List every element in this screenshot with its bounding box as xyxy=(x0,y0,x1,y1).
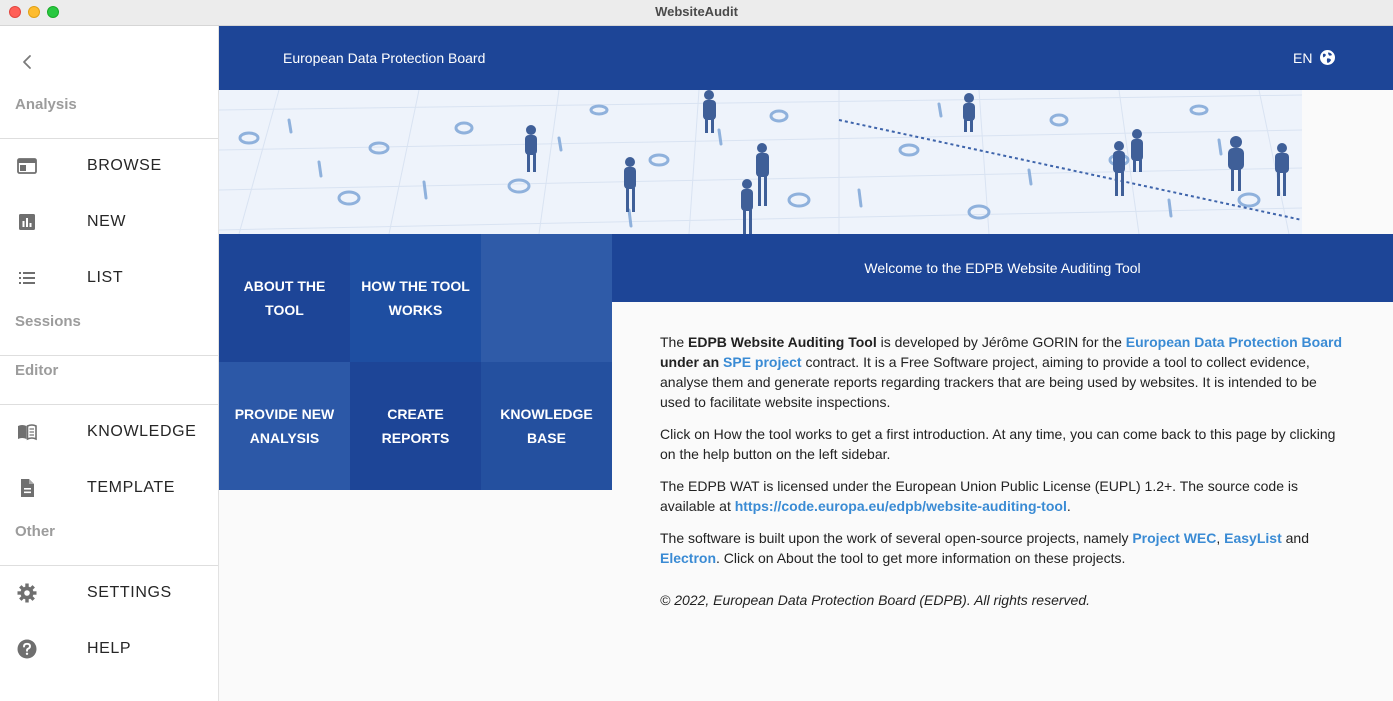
divider xyxy=(0,138,218,139)
text: , xyxy=(1216,530,1225,546)
electron-link[interactable]: Electron xyxy=(660,550,717,566)
chevron-left-icon xyxy=(17,50,37,74)
sidebar xyxy=(0,26,219,701)
sidebar-item-label: LIST xyxy=(87,269,124,286)
section-label-other: Other xyxy=(15,523,56,540)
sidebar-item-label: NEW xyxy=(87,213,127,230)
list-icon xyxy=(16,267,38,289)
intro-paragraph xyxy=(660,332,1350,412)
easylist-link[interactable]: EasyList xyxy=(1224,530,1282,546)
divider xyxy=(0,355,218,356)
spe-project-link[interactable]: SPE project xyxy=(723,354,802,370)
globe-icon[interactable] xyxy=(1319,49,1336,66)
project-wec-link[interactable]: Project WEC xyxy=(1132,530,1217,546)
sidebar-item-label: SETTINGS xyxy=(87,584,172,601)
tile-how-the-tool-works[interactable]: HOW THE TOOL WORKS xyxy=(350,234,481,362)
browser-window-icon xyxy=(16,155,38,177)
language-selector[interactable]: EN xyxy=(1293,50,1313,66)
main-content xyxy=(219,26,1393,701)
navigation-tiles xyxy=(219,234,612,490)
section-label-sessions: Sessions xyxy=(15,313,81,330)
text: The software is built upon the work of several open-source projects, namely xyxy=(660,530,1133,546)
sidebar-item-label: KNOWLEDGE xyxy=(87,423,197,440)
sidebar-item-list[interactable] xyxy=(0,255,218,303)
tile-about-the-tool[interactable]: ABOUT THE TOOL xyxy=(219,234,350,362)
sidebar-item-knowledge[interactable] xyxy=(0,409,218,457)
app-header xyxy=(219,26,1393,90)
edpb-link[interactable]: European Data Protection Board xyxy=(1125,334,1343,350)
tile-empty xyxy=(481,234,612,362)
sidebar-item-template[interactable] xyxy=(0,465,218,513)
window-titlebar xyxy=(0,0,1393,26)
help-paragraph: Click on How the tool works to get a first introduction. At any time, you can come back to this page by clicking on the help button on the left sidebar. xyxy=(660,426,1336,462)
tile-provide-new-analysis[interactable]: PROVIDE NEW ANALYSIS xyxy=(219,362,350,490)
divider xyxy=(0,404,218,405)
help-icon xyxy=(16,638,38,660)
window-title: WebsiteAudit xyxy=(655,4,738,19)
section-label-editor: Editor xyxy=(15,362,59,379)
tile-create-reports[interactable]: CREATE REPORTS xyxy=(350,362,481,490)
credits-paragraph xyxy=(660,528,1350,568)
text: contract. It is a Free Software project, aiming to provide a tool to collect evidence, analyse them and generate reports regarding trackers that are being used by websites. It is intended to be used to facilitate website inspections. xyxy=(660,354,1317,410)
gear-icon xyxy=(16,582,38,604)
binary-crowd-illustration xyxy=(219,90,1302,234)
sidebar-item-settings[interactable] xyxy=(0,570,218,618)
license-paragraph xyxy=(660,476,1350,516)
bar-chart-icon xyxy=(16,211,38,233)
back-button[interactable] xyxy=(17,50,37,74)
source-code-link[interactable]: https://code.europa.eu/edpb/website-auditing-tool xyxy=(734,498,1067,514)
sidebar-item-label: HELP xyxy=(87,640,132,657)
sidebar-item-label: BROWSE xyxy=(87,157,162,174)
sidebar-item-label: TEMPLATE xyxy=(87,479,176,496)
organization-title: European Data Protection Board xyxy=(283,50,486,66)
divider xyxy=(0,565,218,566)
copyright-notice: © 2022, European Data Protection Board (EDPB). All rights reserved. xyxy=(660,592,1091,608)
document-icon xyxy=(16,477,38,499)
text-bold: under an xyxy=(660,354,724,370)
text: and xyxy=(1281,530,1309,546)
tool-name: EDPB Website Auditing Tool xyxy=(688,334,877,350)
intro-text xyxy=(660,332,1350,622)
sidebar-item-help[interactable] xyxy=(0,626,218,674)
sidebar-item-browse[interactable] xyxy=(0,143,218,191)
book-icon xyxy=(16,421,38,443)
sidebar-item-new[interactable] xyxy=(0,199,218,247)
banner-spacer xyxy=(1302,90,1393,234)
hero-banner-image xyxy=(219,90,1302,234)
text: is developed by Jérôme GORIN for the xyxy=(876,334,1126,350)
text: . xyxy=(1066,498,1071,514)
text: . Click on About the tool to get more information on these projects. xyxy=(716,550,1126,566)
welcome-title: Welcome to the EDPB Website Auditing Tool xyxy=(864,260,1141,276)
tile-knowledge-base[interactable]: KNOWLEDGE BASE xyxy=(481,362,612,490)
text: The EDPB WAT is licensed under the European Union Public License (EUPL) 1.2+. The source code is available at xyxy=(660,478,1298,514)
welcome-banner xyxy=(612,234,1393,302)
section-label-analysis: Analysis xyxy=(15,96,77,113)
text: The xyxy=(660,334,689,350)
